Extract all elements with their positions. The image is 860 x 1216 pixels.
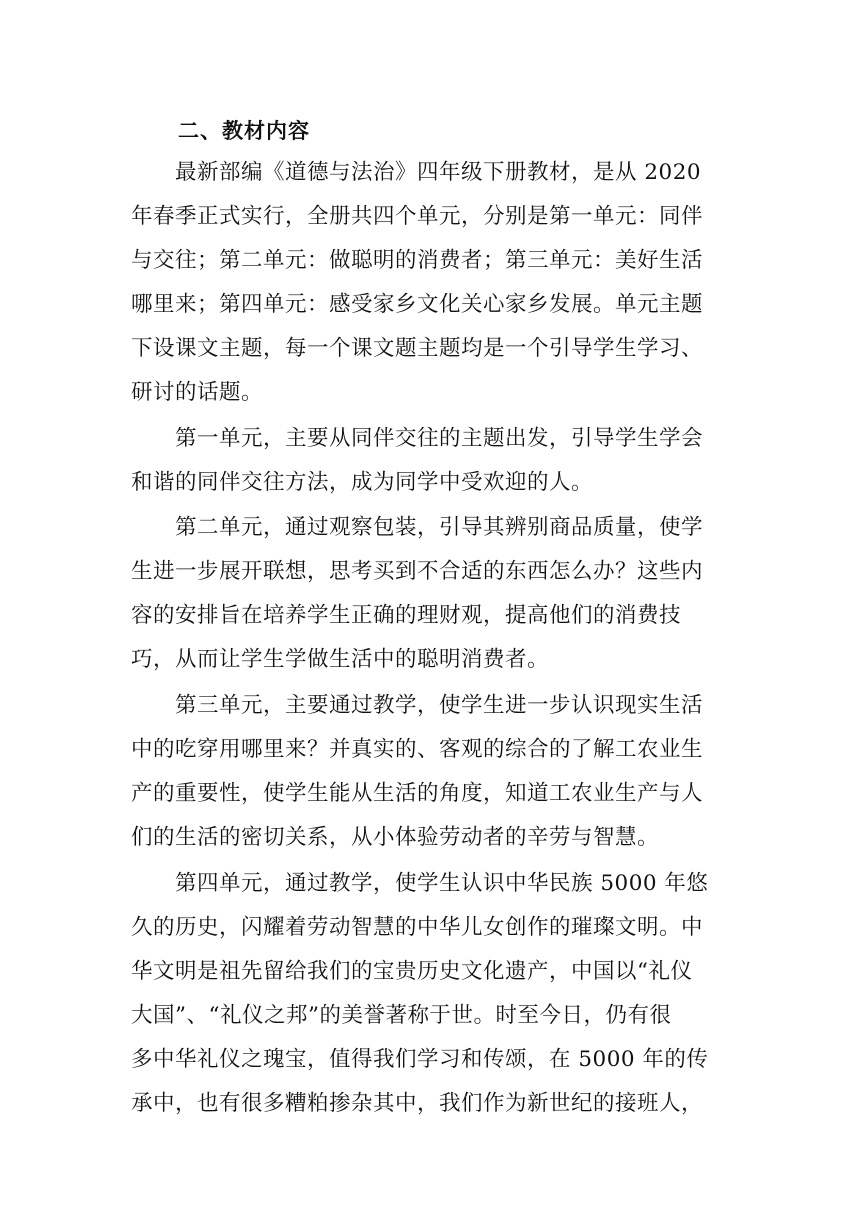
paragraph-line: 最新部编《道德与法治》四年级下册教材，是从 2020 xyxy=(131,160,702,185)
paragraph-line: 年春季正式实行，全册共四个单元，分别是第一单元：同伴 xyxy=(131,204,704,229)
paragraph-line: 下设课文主题，每一个课文题主题均是一个引导学生学习、 xyxy=(131,336,704,361)
paragraph-line: 与交往；第二单元：做聪明的消费者；第三单元：美好生活 xyxy=(131,248,704,273)
paragraph-line: 中的吃穿用哪里来？并真实的、客观的综合的了解工农业生 xyxy=(131,737,704,762)
paragraph-line: 久的历史，闪耀着劳动智慧的中华儿女创作的璀璨文明。中 xyxy=(131,915,704,940)
paragraph-line: 们的生活的密切关系，从小体验劳动者的辛劳与智慧。 xyxy=(131,825,660,850)
paragraph-line: 产的重要性，使学生能从生活的角度，知道工农业生产与人 xyxy=(131,781,704,806)
paragraph-line: 研讨的话题。 xyxy=(131,380,264,405)
section-heading: 二、教材内容 xyxy=(178,118,310,143)
paragraph-line: 第三单元，主要通过教学，使学生进一步认识现实生活 xyxy=(131,693,704,718)
paragraph-line: 第四单元，通过教学，使学生认识中华民族 5000 年悠 xyxy=(131,871,709,896)
paragraph-line: 大国”、“礼仪之邦”的美誉著称于世。时至今日，仍有很 xyxy=(131,1003,672,1028)
paragraph-line: 生进一步展开联想，思考买到不合适的东西怎么办？这些内 xyxy=(131,559,704,584)
paragraph-line: 容的安排旨在培养学生正确的理财观，提高他们的消费技 xyxy=(131,603,682,628)
paragraph-line: 巧，从而让学生学做生活中的聪明消费者。 xyxy=(131,647,550,672)
paragraph-line: 多中华礼仪之瑰宝，值得我们学习和传颂，在 5000 年的传 xyxy=(131,1047,709,1072)
paragraph-line: 和谐的同伴交往方法，成为同学中受欢迎的人。 xyxy=(131,470,594,495)
paragraph-line: 第二单元，通过观察包装，引导其辨别商品质量，使学 xyxy=(131,515,704,540)
paragraph-line: 哪里来；第四单元：感受家乡文化关心家乡发展。单元主题 xyxy=(131,292,704,317)
paragraph-line: 华文明是祖先留给我们的宝贵历史文化遗产，中国以“礼仪 xyxy=(131,959,693,984)
paragraph-line: 承中，也有很多糟粕掺杂其中，我们作为新世纪的接班人， xyxy=(131,1091,704,1116)
paragraph-line: 第一单元，主要从同伴交往的主题出发，引导学生学会 xyxy=(131,426,704,451)
